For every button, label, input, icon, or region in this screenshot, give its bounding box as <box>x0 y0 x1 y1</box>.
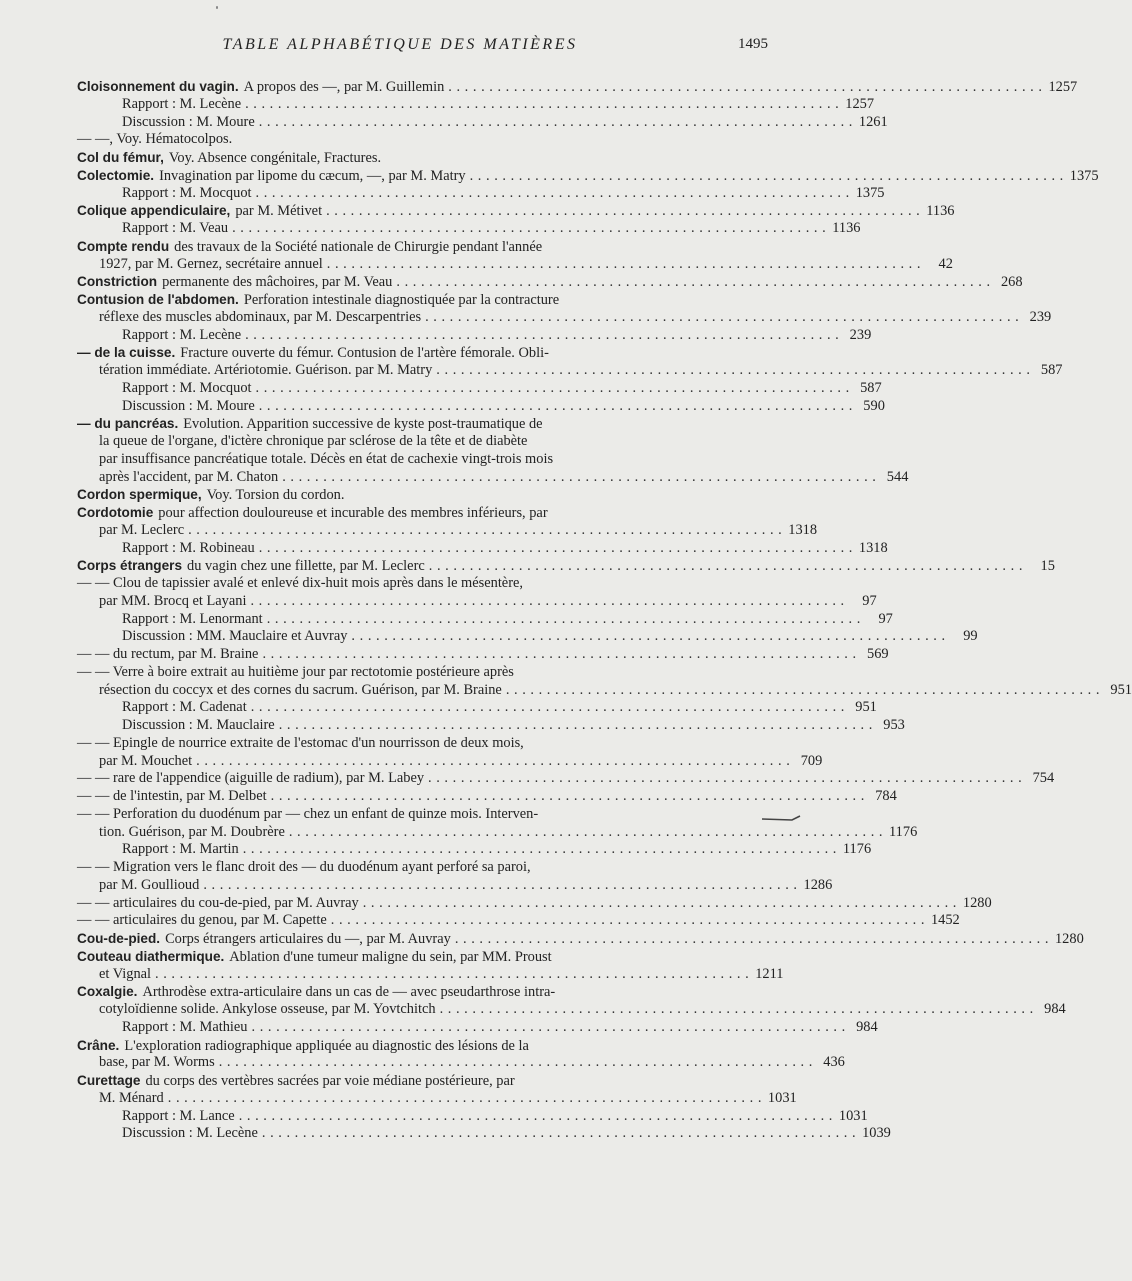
entry-text: Rapport : M. Cadenat <box>122 699 247 716</box>
index-line <box>77 841 872 859</box>
entry-page-number: 1211 <box>755 965 784 982</box>
index-line <box>77 894 992 913</box>
dot-leader <box>436 362 1030 380</box>
entry-page-number: 1261 <box>858 113 888 130</box>
entry-text: Rapport : M. Veau <box>122 220 229 236</box>
entry-text: par M. Leclerc <box>99 521 185 538</box>
entry-page-number: 569 <box>867 646 889 662</box>
dot-leader <box>326 203 920 221</box>
index-line <box>77 1018 878 1037</box>
dot-leader <box>282 469 876 487</box>
entry-page-number: 1031 <box>767 1089 797 1106</box>
entry-keyword: Col du fémur, <box>77 150 164 165</box>
entry-page-number: 590 <box>863 397 885 414</box>
entry-text: A propos des —, par M. Guillemin <box>243 79 445 95</box>
index-line <box>77 468 909 487</box>
dot-leader <box>470 168 1064 186</box>
index-line <box>77 1107 868 1126</box>
entry-text: Voy. Torsion du cordon. <box>206 487 345 504</box>
dot-leader <box>351 628 945 646</box>
entry-text: réflexe des muscles abdominaux, par M. Descarpentries <box>99 308 422 325</box>
entry-page-number: 951 <box>855 699 877 716</box>
entry-page-number: 1375 <box>855 184 885 201</box>
paper-speck <box>216 6 218 9</box>
entry-page-number: 99 <box>963 628 978 645</box>
dot-leader <box>289 824 883 842</box>
index-line <box>77 1072 741 1090</box>
dot-leader <box>396 274 990 292</box>
entry-text: L'exploration radiographique appliquée au diagnostic des lésions de la <box>124 1037 529 1054</box>
entry-page-number: 784 <box>875 788 897 804</box>
index-line <box>77 291 741 309</box>
entry-text: du vagin chez une fillette, par M. Leclerc <box>187 558 425 575</box>
entry-keyword: Colectomie. <box>77 167 155 183</box>
entry-keyword: — du pancréas. <box>77 416 179 432</box>
dot-leader <box>188 522 782 540</box>
dot-leader <box>267 611 861 629</box>
index-line <box>77 912 960 930</box>
entry-text: Rapport : M. Lenormant <box>122 610 263 627</box>
index-line <box>77 326 872 345</box>
entry-page-number: 587 <box>860 379 882 396</box>
index-line <box>77 752 823 771</box>
index-line <box>77 770 1055 788</box>
dot-leader <box>155 966 749 984</box>
entry-page-number: 239 <box>1029 308 1052 325</box>
entry-page-number: 1280 <box>1054 931 1084 947</box>
index-line <box>77 220 861 238</box>
dot-leader <box>428 770 1022 788</box>
entry-text: Discussion : M. Moure <box>122 397 255 414</box>
entry-text: — — du rectum, par M. Braine <box>77 646 259 662</box>
entry-text: résection du coccyx et des cornes du sacrum. Guérison, par M. Braine <box>99 681 502 698</box>
index-line <box>77 273 1023 291</box>
entry-text: par M. Mouchet <box>99 752 193 769</box>
entry-text: Ablation d'une tumeur maligne du sein, par MM. Proust <box>229 948 552 965</box>
index-line <box>77 788 897 806</box>
entry-text: — — articulaires du genou, par M. Capette <box>77 912 327 929</box>
dot-leader <box>239 1108 833 1126</box>
entry-text: — — Epingle de nourrice extraite de l'estomac d'un nourrisson de deux mois, <box>77 734 524 751</box>
entry-page-number: 1176 <box>842 841 872 858</box>
index-line <box>77 379 882 398</box>
entry-page-number: 1318 <box>858 539 888 556</box>
entry-page-number: 984 <box>856 1018 878 1035</box>
dot-leader <box>196 753 790 771</box>
entry-text: Evolution. Apparition successive de kyste post-traumatique de <box>183 416 543 433</box>
entry-keyword: Crâne. <box>77 1037 120 1053</box>
index-line <box>77 823 918 842</box>
index-line <box>77 113 888 132</box>
entry-page-number: 587 <box>1040 362 1063 378</box>
entry-page-number: 1318 <box>788 521 818 538</box>
entry-page-number: 754 <box>1032 770 1055 787</box>
entry-text: des travaux de la Société nationale de Chirurgie pendant l'année <box>174 238 543 255</box>
index-line <box>77 149 741 167</box>
entry-text: — — articulaires du cou-de-pied, par M. Auvray <box>77 894 359 911</box>
entry-text: par M. Métivet <box>235 203 323 220</box>
dot-leader <box>219 1054 813 1072</box>
dot-leader <box>251 699 845 717</box>
entry-text: Discussion : MM. Mauclaire et Auvray <box>122 628 348 645</box>
index-entries <box>77 78 1132 1143</box>
dot-leader <box>245 327 839 345</box>
entry-page-number: 1176 <box>889 823 918 840</box>
entry-text: — — Migration vers le flanc droit des — du duodénum ayant perforé sa paroi, <box>77 859 531 875</box>
entry-text: Voy. Absence congénitale, Fractures. <box>168 150 382 166</box>
entry-keyword: Colique appendiculaire, <box>77 203 231 219</box>
dot-leader <box>250 593 844 611</box>
dot-leader <box>259 398 853 416</box>
entry-keyword: Cloisonnement du vagin. <box>77 79 239 94</box>
entry-text: cotyloïdienne solide. Ankylose osseuse, par M. Yovtchitch <box>99 1001 436 1017</box>
dot-leader <box>256 380 850 398</box>
entry-text: Rapport : M. Lecène <box>122 326 242 343</box>
dot-leader <box>232 220 826 238</box>
dot-leader <box>448 79 1042 97</box>
dot-leader <box>262 646 856 664</box>
entry-page-number: 1136 <box>832 220 861 236</box>
index-line <box>77 131 741 149</box>
index-line <box>77 592 877 611</box>
entry-page-number: 984 <box>1044 1001 1066 1017</box>
entry-text: Invagination par lipome du cæcum, —, par M. Matry <box>159 167 466 184</box>
entry-text: la queue de l'organe, d'ictère chronique par sclérose de la tête et de diabète <box>99 433 528 449</box>
entry-text: 1927, par M. Gernez, secrétaire annuel <box>99 255 323 272</box>
entry-text: Rapport : M. Mocquot <box>122 184 252 201</box>
index-line <box>77 1054 845 1072</box>
dot-leader <box>262 1125 856 1143</box>
dot-leader <box>363 895 957 913</box>
index-line <box>77 184 885 203</box>
index-line <box>77 699 877 717</box>
entry-page-number: 1280 <box>962 894 992 911</box>
index-line <box>77 451 741 469</box>
entry-text: tération immédiate. Artériotomie. Guérison. par M. Matry <box>99 362 433 378</box>
index-line <box>77 362 1063 380</box>
dot-leader <box>271 788 865 806</box>
index-line <box>77 238 741 256</box>
entry-text: — — Perforation du duodénum par — chez un enfant de quinze mois. Interven- <box>77 805 539 822</box>
entry-page-number: 953 <box>883 717 905 733</box>
dot-leader <box>168 1090 762 1108</box>
entry-page-number: 1286 <box>803 876 833 893</box>
index-line <box>77 930 1084 948</box>
entry-page-number: 42 <box>938 255 953 272</box>
entry-page-number: 97 <box>862 592 877 609</box>
entry-keyword: Cordotomie <box>77 505 154 520</box>
entry-page-number: 1375 <box>1069 167 1099 184</box>
entry-keyword: Contusion de l'abdomen. <box>77 292 239 307</box>
dot-leader <box>425 309 1019 327</box>
dot-leader <box>259 114 853 132</box>
entry-text: Rapport : M. Mathieu <box>122 1018 248 1035</box>
entry-keyword: Compte rendu <box>77 238 170 254</box>
entry-page-number: 1136 <box>926 203 955 220</box>
index-line <box>77 948 741 966</box>
entry-page-number: 436 <box>823 1054 845 1071</box>
entry-page-number: 1039 <box>862 1125 891 1142</box>
index-line <box>77 308 1052 327</box>
index-line <box>77 717 905 735</box>
entry-page-number: 1452 <box>930 912 960 929</box>
entry-text: base, par M. Worms <box>99 1054 215 1071</box>
dot-leader <box>429 558 1023 576</box>
index-line <box>77 167 1099 185</box>
entry-text: après l'accident, par M. Chaton <box>99 468 279 485</box>
entry-page-number: 1257 <box>1048 79 1078 95</box>
dot-leader <box>506 682 1100 700</box>
index-line <box>77 1001 1066 1019</box>
index-line <box>77 433 741 451</box>
index-line <box>77 415 741 433</box>
entry-text: par MM. Brocq et Layani <box>99 592 247 609</box>
index-line <box>77 504 741 522</box>
running-title: TABLE ALPHABÉTIQUE DES MATIÈRES <box>222 36 578 53</box>
dot-leader <box>440 1001 1034 1019</box>
entry-page-number: 268 <box>1000 274 1023 291</box>
entry-text: Corps étrangers articulaires du —, par M. Auvray <box>165 931 451 947</box>
running-head <box>0 34 800 56</box>
index-line <box>77 344 741 362</box>
index-line <box>77 486 741 504</box>
index-line <box>77 965 784 984</box>
entry-page-number: 1257 <box>845 95 875 112</box>
entry-text: tion. Guérison, par M. Doubrère <box>99 823 285 840</box>
index-line <box>77 1125 891 1143</box>
entry-text: Rapport : M. Mocquot <box>122 379 252 396</box>
entry-text: Rapport : M. Lance <box>122 1107 235 1124</box>
entry-text: Rapport : M. Lecène <box>122 95 242 112</box>
entry-keyword: Cou-de-pied. <box>77 931 161 946</box>
entry-keyword: Cordon spermique, <box>77 487 202 503</box>
dot-leader <box>252 1019 846 1037</box>
entry-text: — — Verre à boire extrait au huitième jour par rectotomie postérieure après <box>77 663 514 680</box>
entry-page-number: 15 <box>1040 558 1055 575</box>
dot-leader <box>327 256 921 274</box>
index-line <box>77 78 1078 96</box>
entry-text: Rapport : M. Robineau <box>122 539 255 556</box>
dot-leader <box>245 96 839 114</box>
index-line <box>77 610 893 629</box>
index-line <box>77 202 955 220</box>
entry-text: Arthrodèse extra-articulaire dans un cas de — avec pseudarthrose intra- <box>142 984 556 1001</box>
index-line <box>77 521 818 540</box>
dot-leader <box>279 717 873 735</box>
entry-text: et Vignal <box>99 965 152 982</box>
entry-text: M. Ménard <box>99 1089 164 1106</box>
entry-keyword: Couteau diathermique. <box>77 948 225 964</box>
margin-pencil-mark <box>762 814 800 824</box>
index-line <box>77 681 1132 700</box>
entry-text: — —, Voy. Hématocolpos. <box>77 131 233 148</box>
entry-keyword: Constriction <box>77 274 158 290</box>
entry-text: — — rare de l'appendice (aiguille de radium), par M. Labey <box>77 770 425 787</box>
index-line <box>77 575 741 593</box>
entry-page-number: 544 <box>886 468 909 485</box>
dot-leader <box>256 185 850 203</box>
entry-text: Rapport : M. Martin <box>122 841 239 858</box>
entry-text: Discussion : M. Mauclaire <box>122 717 275 733</box>
entry-page-number: 239 <box>849 326 872 343</box>
index-line <box>77 859 741 877</box>
dot-leader <box>455 931 1049 949</box>
entry-text: — — de l'intestin, par M. Delbet <box>77 788 267 804</box>
index-line <box>77 628 978 646</box>
index-line <box>77 876 833 895</box>
entry-text: par insuffisance pancréatique totale. Décès en état de cachexie vingt-trois mois <box>99 450 554 467</box>
entry-keyword: Curettage <box>77 1073 141 1088</box>
entry-keyword: Corps étrangers <box>77 558 183 574</box>
entry-keyword: — de la cuisse. <box>77 345 176 361</box>
index-line <box>77 539 888 558</box>
dot-leader <box>203 877 797 895</box>
entry-text: du corps des vertèbres sacrées par voie médiane postérieure, par <box>145 1073 515 1089</box>
index-line <box>77 95 875 114</box>
index-line <box>77 983 741 1001</box>
dot-leader <box>331 912 925 930</box>
entry-keyword: Coxalgie. <box>77 984 138 1000</box>
entry-text: par M. Goullioud <box>99 876 200 893</box>
index-line <box>77 646 889 664</box>
page-number: 1495 <box>738 36 768 52</box>
entry-text: Perforation intestinale diagnostiquée par la contracture <box>243 292 560 308</box>
entry-text: pour affection douloureuse et incurable des membres inférieurs, par <box>158 505 548 521</box>
entry-text: Discussion : M. Moure <box>122 113 255 130</box>
entry-text: Fracture ouverte du fémur. Contusion de l'artère fémorale. Obli- <box>180 345 549 362</box>
index-line <box>77 255 953 274</box>
entry-page-number: 951 <box>1110 681 1132 698</box>
index-line <box>77 735 741 753</box>
entry-text: permanente des mâchoires, par M. Veau <box>162 274 393 291</box>
entry-page-number: 709 <box>800 752 823 769</box>
entry-text: Discussion : M. Lecène <box>122 1125 258 1142</box>
entry-page-number: 1031 <box>838 1107 868 1124</box>
dot-leader <box>243 841 837 859</box>
index-line <box>77 1089 797 1108</box>
index-line <box>77 664 741 682</box>
index-line <box>77 1037 741 1055</box>
index-line <box>77 557 1055 575</box>
entry-text: — — Clou de tapissier avalé et enlevé dix-huit mois après dans le mésentère, <box>77 575 523 591</box>
dot-leader <box>259 540 853 558</box>
entry-page-number: 97 <box>878 610 893 627</box>
index-line <box>77 397 885 416</box>
index-line <box>77 806 741 824</box>
